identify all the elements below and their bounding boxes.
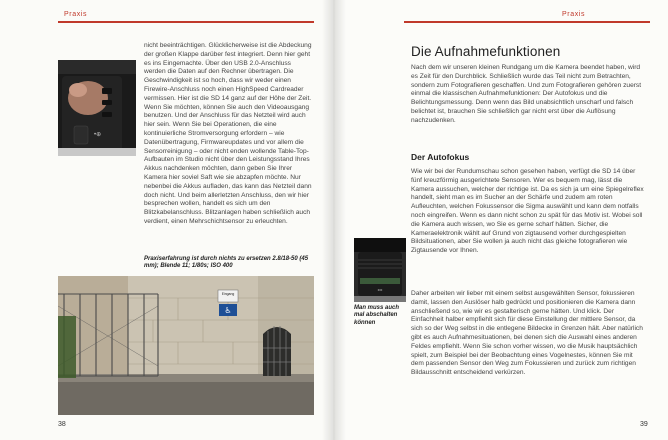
camera-ports-illustration [58,60,136,156]
building-illustration [58,276,314,415]
running-head: Praxis [64,11,88,18]
running-head: Praxis [562,11,586,18]
lens-illustration [354,238,406,302]
camera-ports-photo [58,60,136,156]
section-heading: Die Aufnahmefunktionen [411,44,561,59]
page-number: 38 [58,421,66,428]
svg-text:•⊕: •⊕ [94,132,102,138]
sign-label: Eingang [221,292,235,296]
photo-caption: Praxiserfahrung ist durch nichts zu ersetzen 2.8/18-50 (45 mm); Blende 11; 1/80s; ISO 400 [144,256,309,270]
autofocus-subheading: Der Autofokus [411,152,470,162]
book-gutter [322,0,346,440]
svg-text:◂ ▸: ◂ ▸ [377,287,383,292]
building-photo [58,276,314,415]
outro-text: Daher arbeiten wir lieber mit einem selbst ausgewählten Sensor, fokussieren damit, lassen den Auslöser halb gedrückt und positionieren die Kamera dann anschließend so, wie wir es gestalterisch gerne hätten. Und klick. Der Einfachheit halber empfiehlt sich für diese Einstellung der mittlere Sensor, da sich so der Weg selbst in die entlegene Bildecke in Grenzen hält. Aber natürlich gibt es auch Aufnahmesituationen, bei denen sich die Auswahl eines anderen Feldes empfiehlt. Wenn Sie schon vorher wissen, wo die Musik hauptsächlich spielt, zum Beispiel bei der Beobachtung eines Vogelnestes, können Sie mit dem passenden Sensor den Weg zum Fokussieren und zurück zum richtigen Bildausschnitt entscheidend verkürzen. [411,290,643,377]
lens-caption: Man muss auch mal abschalten können [354,305,400,326]
header-rule [58,21,314,23]
right-page [334,0,668,440]
lens-photo [354,238,406,302]
autofocus-text: Wie wir bei der Rundumschau schon gesehen haben, verfügt die SD 14 über fünf kreuzförmig ausgerichtete Sensoren. Wer es bequem mag, lässt die Kamera aussuchen, welcher der richtige ist. Da es sich ja um eine Spiegelreflex handelt, sieht man es im Sucher an der Schärfe und zudem am roten Aufleuchten, welchen Fokussensor die Sigma auswählt und kann dem notfalls noch eingreifen. Wenn es dann nicht schon zu spät für das Motiv ist. Wobei soll die Kamera auch wissen, wo Sie es gerne scharf hätten. Sicher, die Kameraelektronik wählt auf Grund von zigtausend vorher durchgespielten Bildsituationen, aber Sie wollen ja auch nicht das gleiche fotografieren wie Zigtausende vor Ihnen. [411,168,644,255]
page-number: 39 [640,421,648,428]
body-text: nicht beeinträchtigen. Glücklicherweise ist die Abdeckung der großen Klappe darüber fest integriert. Denn hier geht es ins Eingemachte. Über den USB 2.0-Anschluss werden die Daten auf den Rechner übertragen. Die Geschwindigkeit ist so hoch, dass wir weder einen Firewire-Anschluss noch einen HighSpeed Cardreader vermissen. Hier ist die SD 14 ganz auf der Höhe der Zeit. Wenn Sie möchten, können Sie auch den Videoausgang benutzen. Und der Anschluss für das Netzteil wird auch hier sein. Wenn Sie bei Operationen, die eine kontinuierliche Stromversorgung erfordern – wie Datenübertragung, Firmwareupdates und vor allem die Sensorreinigung – oder nicht enden wollende Table-Top-Aufbauten im Studio nicht über den Leistungsstand Ihres Akkus nachdenken möchten, dann geben Sie Ihrer Kamera hier soviel Saft wie sie abzapfen möchte. Nur nebenbei die Akkus aufladen, das kann das Netzteil dann doch nicht. Und beim allerletzten Anschluss, den wir hier besprechen wollen, handelt es sich um den Blitzkabelanschluss. Blitzanlagen haben schließlich auch verdient, einen Mehrschichtsensor zu erleuchten. [144,42,312,225]
intro-text: Nach dem wir unseren kleinen Rundgang um die Kamera beendet haben, wird es Zeit für den Durchblick. Schließlich wurde das Teil nicht zum Betrachten, sondern zum Fotografieren geschaffen. Und zum Fotografieren gehören zuerst einmal die klassischen Aufnahmefunktionen: Der Autofokus und die Belichtungsmessung. Denn wenn das Bild unabsichtlich unscharf und falsch belichtet ist, brauchen Sie schließlich gar nicht erst über die Auflösung nachzudenken. [411,64,642,124]
svg-text:♿: ♿ [224,306,232,315]
header-rule [404,21,650,23]
